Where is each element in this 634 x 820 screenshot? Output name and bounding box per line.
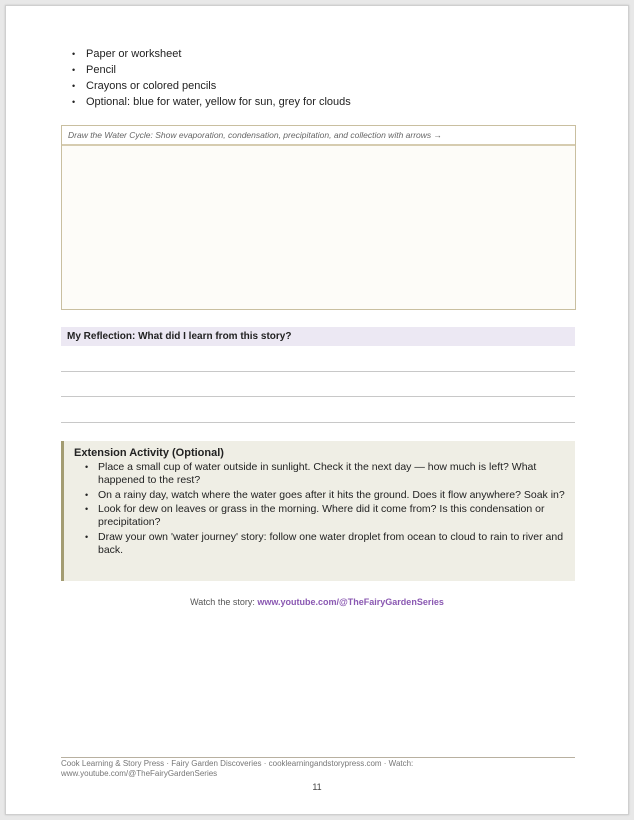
list-item: • Pencil — [72, 62, 351, 78]
writing-line — [61, 396, 575, 397]
footer-text: Cook Learning & Story Press · Fairy Garden Discoveries · cooklearningandstorypress.com · Watch: www.youtube.com/@TheFairyGardenSeries — [61, 759, 414, 778]
list-item: • Paper or worksheet — [72, 46, 351, 62]
extension-list — [74, 461, 565, 557]
writing-line — [61, 371, 575, 372]
document-page — [5, 5, 629, 815]
materials-list — [72, 46, 351, 110]
watch-story-line — [6, 597, 628, 607]
writing-line — [61, 422, 575, 423]
list-item: • On a rainy day, watch where the water goes after it hits the ground. Does it flow anywhere? Soak in? — [74, 489, 565, 502]
reflection-heading: My Reflection: What did I learn from this story? — [61, 327, 575, 346]
watch-label: Watch the story: — [190, 597, 258, 607]
page-number: 11 — [312, 782, 322, 792]
drawing-prompt: Draw the Water Cycle: Show evaporation, condensation, precipitation, and collection with arrows → — [62, 126, 575, 146]
extension-title: Extension Activity (Optional) — [74, 447, 224, 459]
extension-activity-box — [61, 441, 575, 581]
list-item: • Draw your own 'water journey' story: follow one water droplet from ocean to cloud to rain to river and back. — [74, 531, 565, 557]
drawing-area — [62, 146, 575, 309]
youtube-link[interactable]: www.youtube.com/@TheFairyGardenSeries — [257, 597, 444, 607]
list-item: • Optional: blue for water, yellow for sun, grey for clouds — [72, 94, 351, 110]
list-item: • Place a small cup of water outside in sunlight. Check it the next day — how much is left? What happened to the rest? — [74, 461, 565, 487]
list-item: • Crayons or colored pencils — [72, 78, 351, 94]
list-item: • Look for dew on leaves or grass in the morning. Where did it come from? Is this condensation or precipitation? — [74, 503, 565, 529]
drawing-box — [61, 125, 576, 310]
footer-divider — [61, 757, 575, 758]
